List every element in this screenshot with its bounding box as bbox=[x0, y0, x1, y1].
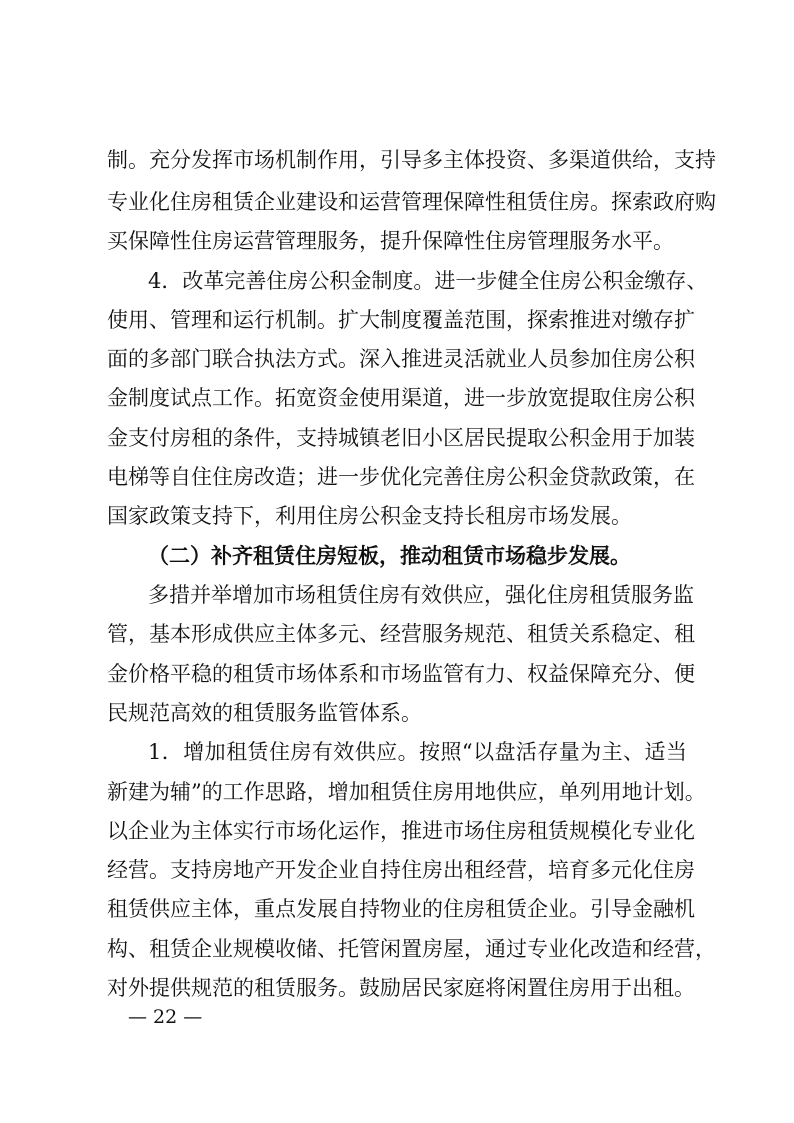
body-text-line: 专业化住房租赁企业建设和运营管理保障性租赁住房。探索政府购 bbox=[107, 190, 716, 214]
body-text-line: 金价格平稳的租赁市场体系和市场监管有力、权益保障充分、便 bbox=[107, 662, 695, 686]
section-heading: （二）补齐租赁住房短板，推动租赁市场稳步发展。 bbox=[148, 543, 631, 568]
section-1-first-line: 1．增加租赁住房有效供应。按照“以盘活存量为主、适当 bbox=[148, 740, 687, 764]
body-text-line: 构、租赁企业规模收储、托管闲置房屋，通过专业化改造和经营， bbox=[107, 937, 716, 961]
section-4-first-line: 4．改革完善住房公积金制度。进一步健全住房公积金缴存、 bbox=[148, 269, 708, 293]
body-text-line: 使用、管理和运行机制。扩大制度覆盖范围，探索推进对缴存扩 bbox=[107, 308, 695, 332]
page-number: — 22 — bbox=[128, 1006, 203, 1028]
body-text-line: 金支付房租的条件，支持城镇老旧小区居民提取公积金用于加装 bbox=[107, 426, 695, 450]
body-text-line: 制。充分发挥市场机制作用，引导多主体投资、多渠道供给，支持 bbox=[107, 148, 716, 172]
body-text-line: 民规范高效的租赁服务监管体系。 bbox=[107, 701, 422, 725]
body-text-line: 经营。支持房地产开发企业自持住房出租经营，培育多元化住房 bbox=[107, 858, 695, 882]
body-text-line: 对外提供规范的租赁服务。鼓励居民家庭将闲置住房用于出租。 bbox=[107, 976, 695, 1000]
body-text-line: 租赁供应主体，重点发展自持物业的住房租赁企业。引导金融机 bbox=[107, 897, 695, 921]
body-text-line: 新建为辅”的工作思路，增加租赁住房用地供应，单列用地计划。 bbox=[107, 780, 706, 804]
body-text-line: 电梯等自住住房改造；进一步优化完善住房公积金贷款政策，在 bbox=[107, 465, 695, 489]
body-text-line: 金制度试点工作。拓宽资金使用渠道，进一步放宽提取住房公积 bbox=[107, 386, 695, 410]
body-text-line: 多措并举增加市场租赁住房有效供应，强化住房租赁服务监 bbox=[148, 583, 694, 607]
body-text-line: 国家政策支持下，利用住房公积金支持长租房市场发展。 bbox=[107, 504, 632, 528]
body-text-line: 以企业为主体实行市场化运作，推进市场住房租赁规模化专业化 bbox=[107, 819, 695, 843]
body-text-line: 面的多部门联合执法方式。深入推进灵活就业人员参加住房公积 bbox=[107, 347, 695, 371]
body-text-line: 买保障性住房运营管理服务，提升保障性住房管理服务水平。 bbox=[107, 229, 674, 253]
body-text-line: 管，基本形成供应主体多元、经营服务规范、租赁关系稳定、租 bbox=[107, 622, 695, 646]
